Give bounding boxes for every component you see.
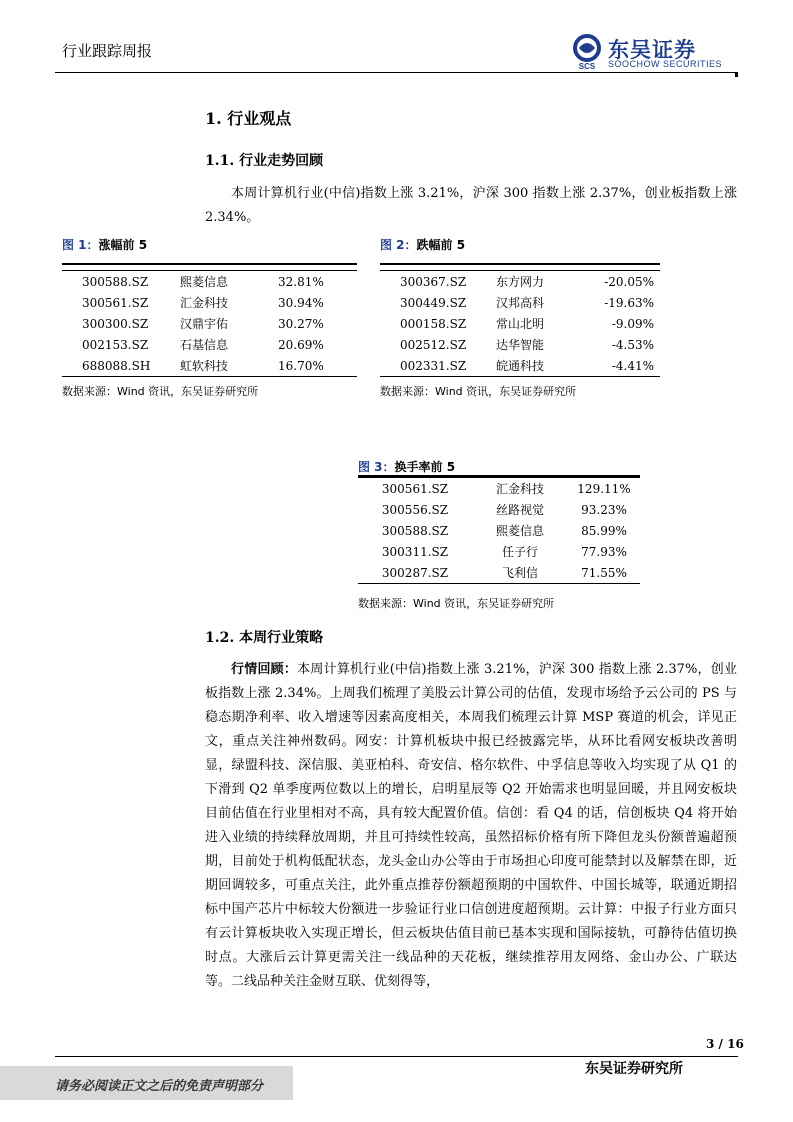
stock-change: 30.94% [278,295,324,310]
stock-name: 汇金科技 [472,478,568,500]
stock-code: 300311.SZ [381,544,449,559]
stock-code: 688088.SH [62,355,180,377]
section-1-1-paragraph: 本周计算机行业(中信)指数上涨 3.21%，沪深 300 指数上涨 2.37%，创业板指数上涨 2.34%。 [205,186,737,225]
logo-english-name: SOOCHOW SECURITIES [608,59,723,69]
stock-name: 飞利信 [472,562,568,584]
table-row [380,313,660,334]
stock-change: -19.63% [604,295,654,310]
stock-code: 002153.SZ [82,337,149,352]
stock-code: 300300.SZ [82,316,149,331]
stock-change: 129.11% [568,478,640,500]
header-divider-tick [735,72,738,77]
figure-1-table [62,270,357,377]
stock-name: 常山北明 [496,317,545,331]
stock-name: 熙菱信息 [495,524,544,538]
stock-code: 300561.SZ [82,295,149,310]
company-logo [570,34,740,72]
stock-change: 16.70% [278,355,357,377]
figure-3-label: 图 3： [358,460,395,474]
stock-change: -9.09% [611,316,654,331]
stock-code: 300561.SZ [358,478,472,500]
table-row [358,499,640,520]
figure-3-table [358,477,640,584]
figure-2-title: 跌幅前 5 [416,238,466,252]
stock-code: 300588.SZ [381,523,449,538]
logo-mark-text: SCS [578,62,596,70]
figure-1-title: 涨幅前 5 [98,238,148,252]
stock-code: 300367.SZ [380,271,496,293]
footer-organization: 东吴证券研究所 [585,1061,683,1077]
stock-code: 300449.SZ [400,295,467,310]
table-row [358,541,640,562]
figure-1-top-rule [62,263,357,265]
figure-2-label: 图 2： [380,238,417,252]
table-row [62,271,357,293]
stock-name: 任子行 [501,545,538,559]
section-1-2-paragraph [205,658,737,994]
figure-3-caption [358,458,455,475]
stock-name: 石基信息 [180,338,229,352]
stock-name: 汉邦高科 [496,296,545,310]
figure-2-source: 数据来源：Wind 资讯，东吴证券研究所 [380,385,577,398]
table-row [62,334,357,355]
stock-code: 000158.SZ [400,316,467,331]
figure-1-source: 数据来源：Wind 资讯，东吴证券研究所 [62,385,259,398]
stock-code: 300588.SZ [62,271,180,293]
figure-3-source: 数据来源：Wind 资讯，东吴证券研究所 [358,597,555,610]
stock-name: 汇金科技 [180,296,229,310]
stock-name: 达华智能 [496,338,545,352]
stock-change: 32.81% [278,271,357,293]
stock-name: 东方网力 [496,271,588,293]
logo-chinese-name: 东吴证券 [608,38,696,62]
figure-2-caption [380,236,465,253]
section-1-2-lead: 行情回顾： [231,662,298,677]
stock-name: 丝路视觉 [495,503,544,517]
footer-divider [55,1056,738,1057]
stock-change: 77.93% [581,544,627,559]
section-1-heading: 1. 行业观点 [205,109,292,128]
stock-code: 300287.SZ [358,562,472,584]
header-divider [55,72,738,73]
table-row [62,313,357,334]
stock-change: -4.53% [611,337,654,352]
table-row [62,355,357,377]
disclaimer-banner [0,1066,293,1100]
figure-1-caption [62,236,147,253]
table-row [62,292,357,313]
report-type: 行业跟踪周报 [62,42,153,60]
logo-mark-icon [570,34,604,70]
figure-3-title: 换手率前 5 [394,460,456,474]
stock-change: 93.23% [581,502,627,517]
table-row [358,478,640,500]
table-row [358,562,640,584]
stock-name: 熙菱信息 [180,271,278,293]
stock-change: 71.55% [568,562,640,584]
table-row [380,271,660,293]
stock-code: 002512.SZ [400,337,467,352]
stock-change: 20.69% [278,337,324,352]
figure-2-table [380,270,660,377]
section-1-2-text: 本周计算机行业(中信)指数上涨 3.21%，沪深 300 指数上涨 2.37%，创业板指数上涨 2.34%。上周我们梳理了美股云计算公司的估值，发现市场给予云公司的 PS 与稳态期净利率、收入增速等因素高度相关，本周我们梳理云计算 MSP 赛道的机会，详见正文，重点关注神州数码。网安：计算机板块中报已经披露完毕，从环比看网安板块改善明显，绿盟科技、深信服、美亚柏科、奇安信、格尔软件、中孚信息等收入均实现了从 Q1 的下滑到 Q2 单季度两位数以上的增长，启明星辰等 Q2 开始需求也明显回暖，并且网安板块目前估值在行业里相对不高，具有较大配置价值。信创：看 Q4 的话，信创板块 Q4 将开始进入业绩的持续释放周期，并且可持续性较高，虽然招标价格有所下降但龙头份额普遍超预期，目前处于机构低配状态，龙头金山办公等由于市场担心印度可能禁封以及解禁在即，近期回调较多，可重点关注，此外重点推荐份额超预期的中国软件、中国长城等，联通近期招标中国产芯片中标较大份额进一步验证行业口信创进度超预期。云计算：中报子行业方面只有云计算板块收入实现正增长，但云板块估值目前已基本实现和国际接轨，可静待估值切换时点。大涨后云计算更需关注一线品种的天花板，继续推荐用友网络、金山办公、广联达等。二线品种关注金财互联、优刻得等， [205,662,737,989]
stock-code: 002331.SZ [380,355,496,377]
stock-code: 300556.SZ [381,502,449,517]
page-number: 3 / 16 [706,1037,744,1051]
table-row [358,520,640,541]
table-row [380,292,660,313]
disclaimer-text: 请务必阅读正文之后的免责声明部分 [55,1079,264,1094]
stock-change: -20.05% [588,271,660,293]
stock-name: 虹软科技 [180,355,278,377]
figure-1-label: 图 1： [62,238,99,252]
stock-name: 皖通科技 [496,355,588,377]
table-row [380,334,660,355]
stock-change: -4.41% [588,355,660,377]
table-row [380,355,660,377]
section-1-2-heading: 1.2. 本周行业策略 [205,630,324,646]
figure-2-top-rule [380,263,660,265]
stock-change: 85.99% [581,523,627,538]
stock-change: 30.27% [278,316,324,331]
stock-name: 汉鼎宇佑 [180,317,229,331]
section-1-1-heading: 1.1. 行业走势回顾 [205,153,324,169]
